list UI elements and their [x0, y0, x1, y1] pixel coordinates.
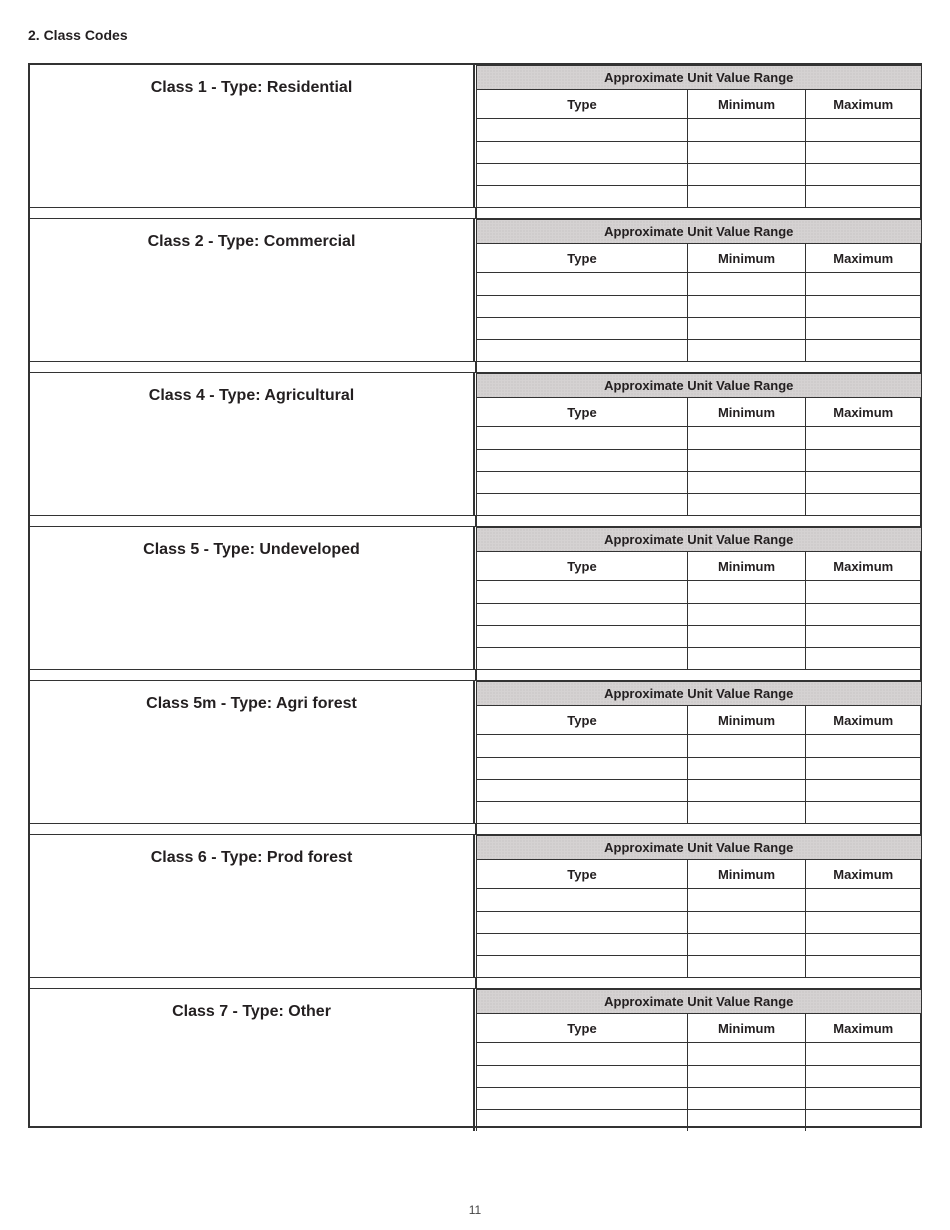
type-cell[interactable] — [477, 1109, 688, 1131]
maximum-cell[interactable] — [806, 317, 921, 339]
maximum-cell[interactable] — [806, 603, 921, 625]
minimum-cell[interactable] — [688, 449, 806, 471]
class-title: Class 2 - Type: Commercial — [147, 233, 356, 250]
class-description-cell[interactable] — [30, 835, 475, 977]
minimum-column-header: Minimum — [688, 1014, 806, 1043]
spacer-row — [30, 669, 920, 681]
class-block — [30, 527, 920, 669]
minimum-cell[interactable] — [688, 141, 806, 163]
type-column-header: Type — [477, 244, 688, 273]
class-block — [30, 219, 920, 361]
minimum-cell[interactable] — [688, 163, 806, 185]
minimum-cell[interactable] — [688, 317, 806, 339]
spacer-divider — [475, 978, 477, 988]
type-column-header: Type — [477, 706, 688, 735]
spacer-divider — [475, 208, 477, 218]
spacer-row — [30, 361, 920, 373]
table-row — [477, 427, 921, 449]
unit-value-range-table — [476, 219, 921, 361]
maximum-cell[interactable] — [806, 427, 921, 449]
type-cell[interactable] — [477, 449, 688, 471]
class-title: Class 1 - Type: Residential — [150, 79, 353, 96]
minimum-column-header: Minimum — [688, 398, 806, 427]
unit-value-range-table — [476, 989, 921, 1131]
maximum-column-header: Maximum — [806, 860, 921, 889]
maximum-column-header: Maximum — [806, 90, 921, 119]
maximum-cell[interactable] — [806, 889, 921, 911]
minimum-cell[interactable] — [688, 273, 806, 295]
table-row — [477, 933, 921, 955]
minimum-column-header: Minimum — [688, 706, 806, 735]
section-title: 2. Class Codes — [28, 27, 128, 43]
minimum-cell[interactable] — [688, 185, 806, 207]
minimum-cell[interactable] — [688, 581, 806, 603]
maximum-cell[interactable] — [806, 735, 921, 757]
table-row — [477, 603, 921, 625]
minimum-cell[interactable] — [688, 119, 806, 141]
maximum-column-header: Maximum — [806, 244, 921, 273]
table-row — [477, 779, 921, 801]
unit-value-range-table — [476, 835, 921, 977]
type-cell[interactable] — [477, 1065, 688, 1087]
type-cell[interactable] — [477, 163, 688, 185]
table-row — [477, 955, 921, 977]
minimum-cell[interactable] — [688, 1109, 806, 1131]
class-title: Class 7 - Type: Other — [172, 1003, 331, 1020]
maximum-cell[interactable] — [806, 471, 921, 493]
minimum-cell[interactable] — [688, 735, 806, 757]
type-cell[interactable] — [477, 779, 688, 801]
class-block — [30, 835, 920, 977]
table-row — [477, 295, 921, 317]
table-row — [477, 647, 921, 669]
table-row — [477, 757, 921, 779]
maximum-cell[interactable] — [806, 757, 921, 779]
minimum-cell[interactable] — [688, 339, 806, 361]
maximum-cell[interactable] — [806, 185, 921, 207]
table-row — [477, 1087, 921, 1109]
class-title: Class 5 - Type: Undeveloped — [143, 541, 360, 558]
page-number: 11 — [468, 1203, 482, 1217]
maximum-cell[interactable] — [806, 141, 921, 163]
table-row — [477, 625, 921, 647]
spacer-divider — [475, 824, 477, 834]
class-description-cell[interactable] — [30, 65, 475, 207]
maximum-cell[interactable] — [806, 295, 921, 317]
table-row — [477, 449, 921, 471]
minimum-cell[interactable] — [688, 955, 806, 977]
type-cell[interactable] — [477, 427, 688, 449]
type-cell[interactable] — [477, 1043, 688, 1065]
table-row — [477, 801, 921, 823]
table-row — [477, 339, 921, 361]
minimum-cell[interactable] — [688, 1087, 806, 1109]
minimum-cell[interactable] — [688, 911, 806, 933]
table-row — [477, 493, 921, 515]
class-block — [30, 65, 920, 207]
maximum-cell[interactable] — [806, 163, 921, 185]
spacer-row — [30, 515, 920, 527]
minimum-cell[interactable] — [688, 889, 806, 911]
type-cell[interactable] — [477, 295, 688, 317]
maximum-column-header: Maximum — [806, 1014, 921, 1043]
maximum-cell[interactable] — [806, 1109, 921, 1131]
minimum-cell[interactable] — [688, 801, 806, 823]
type-column-header: Type — [477, 398, 688, 427]
maximum-cell[interactable] — [806, 1065, 921, 1087]
type-column-header: Type — [477, 90, 688, 119]
minimum-column-header: Minimum — [688, 244, 806, 273]
type-column-header: Type — [477, 860, 688, 889]
type-cell[interactable] — [477, 471, 688, 493]
maximum-column-header: Maximum — [806, 706, 921, 735]
table-row — [477, 273, 921, 295]
minimum-cell[interactable] — [688, 779, 806, 801]
spacer-row — [30, 823, 920, 835]
range-header: Approximate Unit Value Range — [477, 528, 921, 552]
maximum-cell[interactable] — [806, 449, 921, 471]
range-header: Approximate Unit Value Range — [477, 990, 921, 1014]
class-block — [30, 373, 920, 515]
maximum-cell[interactable] — [806, 625, 921, 647]
type-cell[interactable] — [477, 185, 688, 207]
table-row — [477, 735, 921, 757]
type-cell[interactable] — [477, 1087, 688, 1109]
maximum-cell[interactable] — [806, 1043, 921, 1065]
unit-value-range-table — [476, 527, 921, 669]
class-description-cell[interactable] — [30, 527, 475, 669]
class-title: Class 4 - Type: Agricultural — [148, 387, 355, 404]
type-cell[interactable] — [477, 141, 688, 163]
class-description-cell[interactable] — [30, 219, 475, 361]
maximum-cell[interactable] — [806, 801, 921, 823]
class-description-cell[interactable] — [30, 681, 475, 823]
minimum-cell[interactable] — [688, 427, 806, 449]
maximum-column-header: Maximum — [806, 398, 921, 427]
type-cell[interactable] — [477, 955, 688, 977]
minimum-cell[interactable] — [688, 757, 806, 779]
spacer-row — [30, 977, 920, 989]
maximum-cell[interactable] — [806, 955, 921, 977]
maximum-cell[interactable] — [806, 339, 921, 361]
unit-value-range-table — [476, 681, 921, 823]
table-row — [477, 471, 921, 493]
range-header: Approximate Unit Value Range — [477, 220, 921, 244]
type-cell[interactable] — [477, 625, 688, 647]
minimum-cell[interactable] — [688, 471, 806, 493]
range-header: Approximate Unit Value Range — [477, 66, 921, 90]
minimum-cell[interactable] — [688, 1043, 806, 1065]
maximum-cell[interactable] — [806, 647, 921, 669]
minimum-cell[interactable] — [688, 647, 806, 669]
maximum-cell[interactable] — [806, 911, 921, 933]
minimum-cell[interactable] — [688, 1065, 806, 1087]
minimum-column-header: Minimum — [688, 860, 806, 889]
table-row — [477, 1043, 921, 1065]
minimum-column-header: Minimum — [688, 90, 806, 119]
minimum-cell[interactable] — [688, 933, 806, 955]
type-column-header: Type — [477, 552, 688, 581]
minimum-cell[interactable] — [688, 295, 806, 317]
table-row — [477, 911, 921, 933]
type-cell[interactable] — [477, 493, 688, 515]
table-row — [477, 141, 921, 163]
table-row — [477, 317, 921, 339]
spacer-row — [30, 207, 920, 219]
table-row — [477, 889, 921, 911]
table-row — [477, 1109, 921, 1131]
class-codes-form — [28, 63, 922, 1128]
table-row — [477, 581, 921, 603]
class-block — [30, 681, 920, 823]
type-cell[interactable] — [477, 603, 688, 625]
type-cell[interactable] — [477, 889, 688, 911]
type-cell[interactable] — [477, 339, 688, 361]
class-title: Class 6 - Type: Prod forest — [150, 849, 353, 866]
maximum-cell[interactable] — [806, 119, 921, 141]
type-cell[interactable] — [477, 647, 688, 669]
maximum-cell[interactable] — [806, 273, 921, 295]
table-row — [477, 1065, 921, 1087]
class-description-cell[interactable] — [30, 373, 475, 515]
type-cell[interactable] — [477, 735, 688, 757]
class-title: Class 5m - Type: Agri forest — [146, 695, 357, 712]
table-row — [477, 185, 921, 207]
unit-value-range-table — [476, 373, 921, 515]
spacer-divider — [475, 670, 477, 680]
maximum-cell[interactable] — [806, 493, 921, 515]
range-header: Approximate Unit Value Range — [477, 836, 921, 860]
type-cell[interactable] — [477, 581, 688, 603]
type-column-header: Type — [477, 1014, 688, 1043]
class-block — [30, 989, 920, 1131]
maximum-column-header: Maximum — [806, 552, 921, 581]
spacer-divider — [475, 362, 477, 372]
type-cell[interactable] — [477, 933, 688, 955]
range-header: Approximate Unit Value Range — [477, 374, 921, 398]
minimum-cell[interactable] — [688, 603, 806, 625]
type-cell[interactable] — [477, 119, 688, 141]
minimum-cell[interactable] — [688, 493, 806, 515]
table-row — [477, 119, 921, 141]
type-cell[interactable] — [477, 317, 688, 339]
type-cell[interactable] — [477, 911, 688, 933]
unit-value-range-table — [476, 65, 921, 207]
maximum-cell[interactable] — [806, 779, 921, 801]
type-cell[interactable] — [477, 273, 688, 295]
range-header: Approximate Unit Value Range — [477, 682, 921, 706]
type-cell[interactable] — [477, 757, 688, 779]
maximum-cell[interactable] — [806, 581, 921, 603]
class-description-cell[interactable] — [30, 989, 475, 1131]
minimum-cell[interactable] — [688, 625, 806, 647]
maximum-cell[interactable] — [806, 933, 921, 955]
minimum-column-header: Minimum — [688, 552, 806, 581]
table-row — [477, 163, 921, 185]
type-cell[interactable] — [477, 801, 688, 823]
maximum-cell[interactable] — [806, 1087, 921, 1109]
spacer-divider — [475, 516, 477, 526]
